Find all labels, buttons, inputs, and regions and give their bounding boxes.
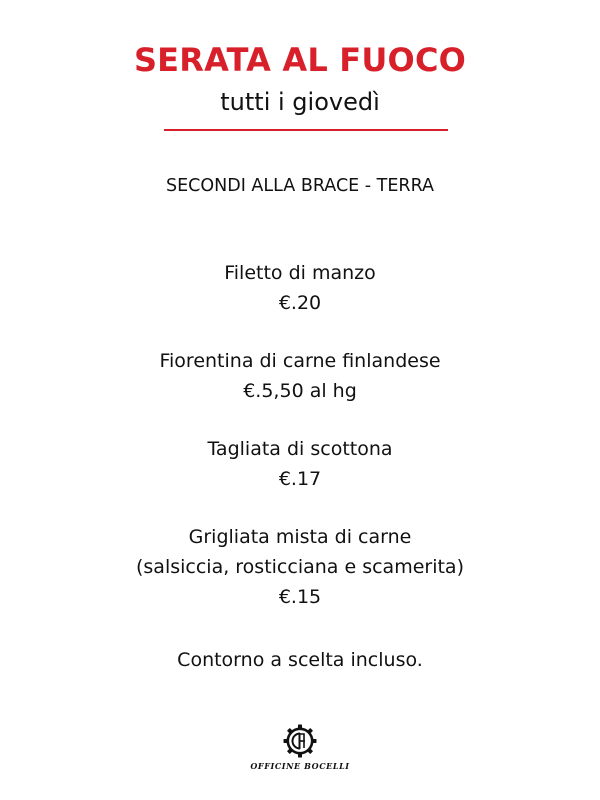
menu-item-price: €.17 xyxy=(278,468,322,490)
menu-note: Contorno a scelta incluso. xyxy=(177,649,423,671)
menu-item-name: Filetto di manzo xyxy=(224,262,376,284)
menu-item-name: Fiorentina di carne finlandese xyxy=(159,350,441,372)
menu-item xyxy=(0,522,600,612)
menu-item-price: €.20 xyxy=(278,292,322,314)
gear-monogram-icon xyxy=(283,724,317,758)
logo-text: OFFICINE BOCELLI xyxy=(250,761,350,771)
menu-item xyxy=(0,258,600,318)
menu-item-price: €.15 xyxy=(278,586,322,608)
menu-title: SERATA AL FUOCO xyxy=(133,41,467,79)
menu-item-name: Tagliata di scottona xyxy=(207,438,393,460)
section-title: SECONDI ALLA BRACE - TERRA xyxy=(165,176,435,196)
menu-subtitle: tutti i giovedì xyxy=(220,88,380,116)
menu-item-price: €.5,50 al hg xyxy=(243,380,357,402)
menu-item-name: Grigliata mista di carne xyxy=(188,526,412,548)
menu-item-detail: (salsiccia, rosticciana e scamerita) xyxy=(135,556,464,578)
brand-logo xyxy=(0,724,600,771)
menu-item xyxy=(0,346,600,406)
menu-list xyxy=(0,258,600,640)
menu-item xyxy=(0,434,600,494)
title-divider xyxy=(164,129,448,131)
